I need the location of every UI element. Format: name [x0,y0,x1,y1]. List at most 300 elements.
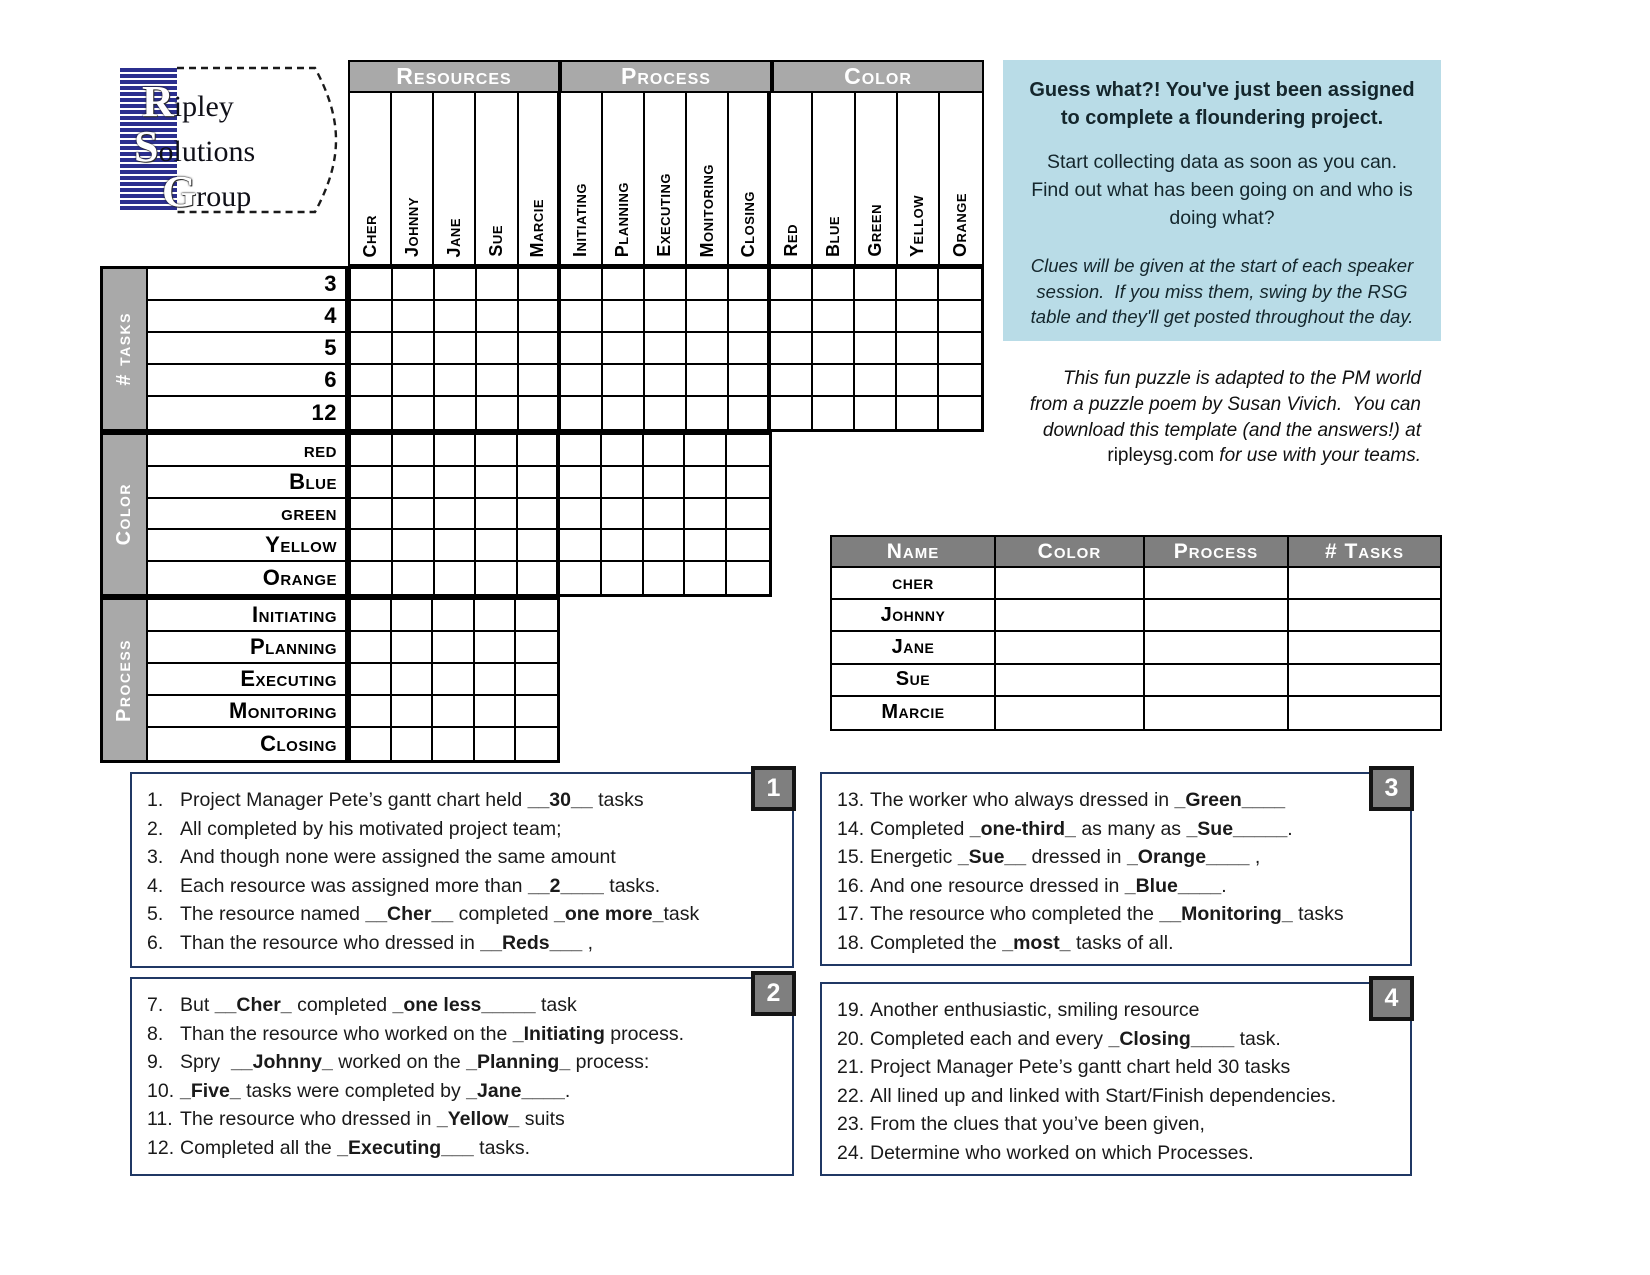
column-label-text: Red [780,224,801,257]
clue-text: The resource who completed the __Monitoring_ tasks [870,903,1344,925]
logo-rest-ripley: ipley [173,90,234,123]
grid-cell[interactable] [435,269,477,301]
clue-item [147,1105,782,1134]
grid-cell[interactable] [393,301,435,333]
grid-cell[interactable] [687,301,729,333]
grid-cell[interactable] [939,365,981,397]
clue-text: From the clues that you’ve been given, [870,1113,1205,1135]
grid-cell[interactable] [813,397,855,429]
clue-item [837,900,1400,929]
clue-text: Than the resource who worked on the _Initiating process. [180,1022,684,1045]
row-group-sidebar-tasks [103,269,148,429]
answer-cell[interactable] [1145,568,1289,600]
grid-cell[interactable] [561,269,603,301]
grid-cell[interactable] [602,435,644,467]
grid-cell[interactable] [435,365,477,397]
grid-cell[interactable] [897,397,939,429]
grid-cell[interactable] [393,530,435,562]
grid-cell[interactable] [518,530,560,562]
grid-cell[interactable] [518,499,560,531]
clue-text: Than the resource who dressed in __Reds___ , [180,931,594,954]
grid-cell[interactable] [729,333,771,365]
grid-cell[interactable] [645,269,687,301]
grid-cell[interactable] [393,397,435,429]
clue-item [147,843,782,872]
answer-cell[interactable] [996,632,1145,664]
grid-cell[interactable] [475,728,516,760]
column-label-sue [476,93,518,264]
answer-cell[interactable] [996,697,1145,729]
column-label-initiating [561,93,603,264]
clue-box-3 [820,772,1412,966]
grid-cell[interactable] [351,499,393,531]
row-label-green: green [148,499,345,531]
grid-cell[interactable] [351,365,393,397]
grid-cell[interactable] [644,562,686,594]
column-label-yellow [898,93,940,264]
clue-box-4 [820,982,1412,1176]
row-label-planning: Planning [148,632,345,664]
clue-item [147,1020,782,1049]
grid-cell[interactable] [560,467,602,499]
column-label-blue [813,93,855,264]
grid-cell[interactable] [435,467,477,499]
column-label-text: Blue [823,216,844,257]
grid-band-tasks [348,266,984,432]
clue-number: 8. [147,1022,164,1045]
answer-name-sue: Sue [832,665,996,697]
grid-cell[interactable] [687,333,729,365]
column-label-text: Monitoring [696,163,717,257]
clue-item [837,1139,1400,1168]
grid-cell[interactable] [476,562,518,594]
grid-cell[interactable] [645,301,687,333]
grid-cell[interactable] [435,333,477,365]
grid-cell[interactable] [813,269,855,301]
clue-number: 6. [147,931,164,954]
column-label-planning [603,93,645,264]
grid-cell[interactable] [516,696,557,728]
row-group-sidebar-label: # tasks [113,312,135,386]
grid-cell[interactable] [685,530,727,562]
answer-cell[interactable] [1145,665,1289,697]
column-label-text: Jane [443,217,464,257]
grid-cell[interactable] [476,435,518,467]
clue-text: The resource who dressed in _Yellow_ suits [180,1108,565,1130]
answer-header-name: Name [832,537,996,568]
grid-cell[interactable] [602,530,644,562]
grid-cell[interactable] [519,365,561,397]
column-label-marcie [519,93,561,264]
grid-cell[interactable] [475,632,516,664]
row-group-sidebar-label: Color [113,483,135,546]
logo-cap-r: R [142,77,174,126]
grid-cell[interactable] [727,562,769,594]
grid-cell[interactable] [475,696,516,728]
grid-cell[interactable] [602,562,644,594]
clue-item [837,1082,1400,1111]
grid-cell[interactable] [351,530,393,562]
row-label-blue: Blue [148,467,345,499]
answer-cell[interactable] [1145,697,1289,729]
grid-cell[interactable] [687,269,729,301]
grid-cell[interactable] [393,269,435,301]
grid-cell[interactable] [813,365,855,397]
grid-cell[interactable] [939,333,981,365]
grid-cell[interactable] [477,365,519,397]
answer-cell[interactable] [1289,568,1440,600]
clue-number: 14. [837,817,865,840]
column-group-color: Color [774,62,982,93]
clue-box-number-badge: 4 [1369,976,1414,1021]
grid-cell[interactable] [351,397,393,429]
grid-cell[interactable] [687,397,729,429]
grid-cell[interactable] [561,397,603,429]
column-label-text: Green [865,204,886,257]
grid-cell[interactable] [727,499,769,531]
grid-cell[interactable] [519,397,561,429]
grid-cell[interactable] [351,301,393,333]
grid-cell[interactable] [433,600,474,632]
grid-cell[interactable] [393,333,435,365]
grid-cell[interactable] [771,397,813,429]
row-labels [148,435,345,594]
logo-line-solutions [134,122,256,171]
clue-text: And though none were assigned the same amount [180,846,616,868]
grid-cell[interactable] [602,499,644,531]
column-label-text: Cher [359,214,380,257]
grid-cell[interactable] [351,696,392,728]
grid-cell[interactable] [897,301,939,333]
grid-cell[interactable] [519,301,561,333]
row-group-process [100,597,348,763]
grid-cell[interactable] [392,664,433,696]
grid-cell[interactable] [393,499,435,531]
grid-cell[interactable] [855,301,897,333]
grid-cell[interactable] [603,365,645,397]
grid-cell[interactable] [897,365,939,397]
grid-cell[interactable] [476,530,518,562]
grid-cell[interactable] [435,397,477,429]
clue-number: 22. [837,1084,865,1107]
row-group-sidebar-color [103,435,148,594]
column-label-text: Orange [950,193,971,257]
grid-cell[interactable] [560,562,602,594]
grid-cell[interactable] [435,499,477,531]
grid-cell[interactable] [560,530,602,562]
row-label-red: red [148,435,345,467]
grid-cell[interactable] [729,301,771,333]
row-label-orange: Orange [262,565,337,591]
rsg-logo [118,64,340,216]
grid-cell[interactable] [477,269,519,301]
clue-item [837,843,1400,872]
grid-cell[interactable] [897,269,939,301]
column-label-executing [645,93,687,264]
column-label-text: Johnny [401,197,422,257]
grid-cell[interactable] [435,530,477,562]
answer-name-cher: cher [832,568,996,600]
grid-cell[interactable] [644,467,686,499]
grid-cell[interactable] [516,728,557,760]
grid-cell[interactable] [518,467,560,499]
grid-cell[interactable] [477,397,519,429]
column-label-jane [434,93,476,264]
grid-cell[interactable] [644,499,686,531]
grid-cell[interactable] [351,600,392,632]
grid-cell[interactable] [435,435,477,467]
column-label-orange [940,93,982,264]
clue-item [837,1110,1400,1139]
clue-text: But __Cher_ completed _one less_____ task [180,994,577,1016]
grid-cell[interactable] [727,467,769,499]
clue-number: 9. [147,1051,164,1073]
grid-cell[interactable] [433,728,474,760]
grid-cell[interactable] [435,562,477,594]
answer-header-color: Color [996,537,1145,568]
grid-cell[interactable] [645,397,687,429]
clue-item [147,991,782,1020]
grid-cell[interactable] [477,301,519,333]
grid-column-labels [350,93,982,264]
answer-name-jane: Jane [832,632,996,664]
grid-cell[interactable] [519,269,561,301]
grid-cell[interactable] [855,333,897,365]
logo-line-group [162,167,252,216]
grid-cell[interactable] [392,696,433,728]
clue-number: 20. [837,1027,865,1050]
grid-cell[interactable] [351,467,393,499]
column-label-monitoring [687,93,729,264]
grid-band-process [348,597,560,763]
grid-cell[interactable] [939,301,981,333]
clue-number: 7. [147,994,164,1016]
column-label-green [856,93,898,264]
grid-cell[interactable] [433,696,474,728]
grid-cell[interactable] [392,600,433,632]
grid-cell[interactable] [476,467,518,499]
grid-cell[interactable] [393,562,435,594]
info-body: Start collecting data as soon as you can. Find out what has been going on and who is doing what? [1031,151,1419,229]
answer-cell[interactable] [1145,600,1289,632]
clue-number: 5. [147,903,164,925]
clue-item [147,1077,782,1106]
row-label-executing: Executing [148,664,345,696]
row-group-color [100,432,348,597]
clue-item [837,1053,1400,1082]
grid-cell[interactable] [393,365,435,397]
info-box [1003,60,1441,341]
grid-cell[interactable] [771,333,813,365]
answer-table [830,535,1442,731]
grid-cell[interactable] [351,562,393,594]
answer-header-tasks: # Tasks [1289,537,1440,568]
grid-cell[interactable] [351,333,393,365]
grid-cell[interactable] [561,301,603,333]
grid-cell[interactable] [516,632,557,664]
grid-cell[interactable] [518,562,560,594]
clue-number: 4. [147,874,164,897]
grid-column-header [348,60,984,266]
grid-cell[interactable] [433,632,474,664]
grid-cell[interactable] [685,562,727,594]
grid-cell[interactable] [518,435,560,467]
column-label-text: Sue [485,225,506,257]
grid-cell[interactable] [813,333,855,365]
clue-text: Spry __Johnny_ worked on the _Planning_ process: [180,1051,650,1073]
grid-cell[interactable] [855,269,897,301]
grid-cell[interactable] [685,499,727,531]
grid-cell[interactable] [560,499,602,531]
row-group-sidebar-process [103,600,148,760]
column-group-process: Process [562,62,774,93]
grid-cell[interactable] [392,632,433,664]
grid-cell[interactable] [727,530,769,562]
grid-cell[interactable] [351,435,393,467]
clue-item [837,815,1400,844]
grid-cell[interactable] [516,664,557,696]
answer-cell[interactable] [996,568,1145,600]
clue-text: All lined up and linked with Start/Finish dependencies. [870,1084,1337,1107]
column-label-text: Marcie [527,198,548,257]
grid-cell[interactable] [897,333,939,365]
clue-text: Each resource was assigned more than __2____ tasks. [180,874,661,897]
grid-cell[interactable] [516,600,557,632]
grid-cell[interactable] [939,397,981,429]
row-label-6: 6 [148,365,345,397]
clue-number: 11. [147,1108,173,1130]
clue-number: 23. [837,1113,865,1135]
grid-cell[interactable] [939,269,981,301]
clue-box-number-badge: 1 [751,766,796,811]
answer-cell[interactable] [996,600,1145,632]
row-label-5: 5 [148,333,345,365]
clue-text: All completed by his motivated project team; [180,817,562,840]
grid-cell[interactable] [560,435,602,467]
answer-cell[interactable] [996,665,1145,697]
grid-cell[interactable] [433,664,474,696]
clue-text: Determine who worked on which Processes. [870,1141,1254,1164]
clue-number: 16. [837,874,865,897]
grid-cell[interactable] [645,365,687,397]
grid-cell[interactable] [729,365,771,397]
grid-cell[interactable] [813,301,855,333]
note-website: ripleysg.com [1107,445,1215,467]
clue-text: Energetic _Sue__ dressed in _Orange____ , [870,846,1261,868]
row-label-yellow: Yellow [148,530,345,562]
clue-text: Completed each and every _Closing____ task. [870,1027,1281,1050]
clue-text: Completed all the _Executing___ tasks. [180,1136,531,1159]
grid-cell[interactable] [393,435,435,467]
grid-cell[interactable] [727,435,769,467]
clue-number: 12. [147,1136,175,1159]
grid-cell[interactable] [603,333,645,365]
column-label-text: Planning [612,181,633,257]
row-label-closing: Closing [260,731,337,756]
grid-cell[interactable] [729,269,771,301]
answer-cell[interactable] [1289,697,1440,729]
grid-cell[interactable] [685,467,727,499]
clue-box-2 [130,977,794,1176]
grid-cell[interactable] [644,530,686,562]
grid-cell[interactable] [351,728,392,760]
clue-text: Completed the _most_ tasks of all. [870,931,1174,954]
clue-item [837,872,1400,901]
clue-text: Completed _one-third_ as many as _Sue_____. [870,817,1293,840]
grid-cell[interactable] [392,728,433,760]
clue-number: 1. [147,789,164,811]
grid-cell[interactable] [771,269,813,301]
answer-cell[interactable] [1289,600,1440,632]
grid-cell[interactable] [476,499,518,531]
row-group-sidebar-label: Process [113,638,135,722]
grid-cell[interactable] [475,664,516,696]
grid-column-groups [350,62,982,93]
column-group-resources: Resources [350,62,562,93]
clue-text: Another enthusiastic, smiling resource [870,999,1200,1021]
grid-cell[interactable] [645,333,687,365]
clue-item [147,929,782,958]
clue-box-1 [130,772,794,968]
grid-cell[interactable] [519,333,561,365]
clue-item [147,786,782,815]
clue-text: The worker who always dressed in _Green____ [870,789,1286,811]
grid-cell[interactable] [351,269,393,301]
grid-cell[interactable] [771,365,813,397]
row-label-12: 12 [311,400,337,425]
answer-cell[interactable] [1289,632,1440,664]
grid-cell[interactable] [477,333,519,365]
grid-cell[interactable] [561,365,603,397]
logo-cap-g: G [162,167,197,216]
grid-cell[interactable] [855,365,897,397]
logo-rest-solutions: olutions [158,135,256,168]
grid-cell[interactable] [771,301,813,333]
logo-rest-group: roup [196,180,252,213]
grid-cell[interactable] [685,435,727,467]
grid-cell[interactable] [603,397,645,429]
row-group-tasks [100,266,348,432]
grid-cell[interactable] [603,301,645,333]
clue-item [147,815,782,844]
grid-cell[interactable] [475,600,516,632]
grid-cell[interactable] [687,365,729,397]
clue-number: 21. [837,1056,865,1078]
clue-item [147,1134,782,1163]
answer-cell[interactable] [1145,632,1289,664]
clue-box-number-badge: 3 [1369,766,1414,811]
grid-cell[interactable] [603,269,645,301]
clue-number: 24. [837,1141,865,1164]
clue-text: Project Manager Pete’s gantt chart held 30 tasks [870,1056,1291,1078]
column-label-text: Initiating [570,182,591,257]
grid-cell[interactable] [351,632,392,664]
grid-cell[interactable] [393,467,435,499]
grid-cell[interactable] [644,435,686,467]
clue-item [837,1025,1400,1054]
clue-number: 10. [147,1079,175,1102]
grid-cell[interactable] [435,301,477,333]
grid-cell[interactable] [561,333,603,365]
grid-cell[interactable] [351,664,392,696]
grid-cell[interactable] [602,467,644,499]
answer-name-marcie: Marcie [832,697,996,729]
answer-cell[interactable] [1289,665,1440,697]
clue-item [837,996,1400,1025]
grid-cell[interactable] [855,397,897,429]
note-text-2: for use with your teams. [1214,445,1421,467]
grid-cell[interactable] [729,397,771,429]
